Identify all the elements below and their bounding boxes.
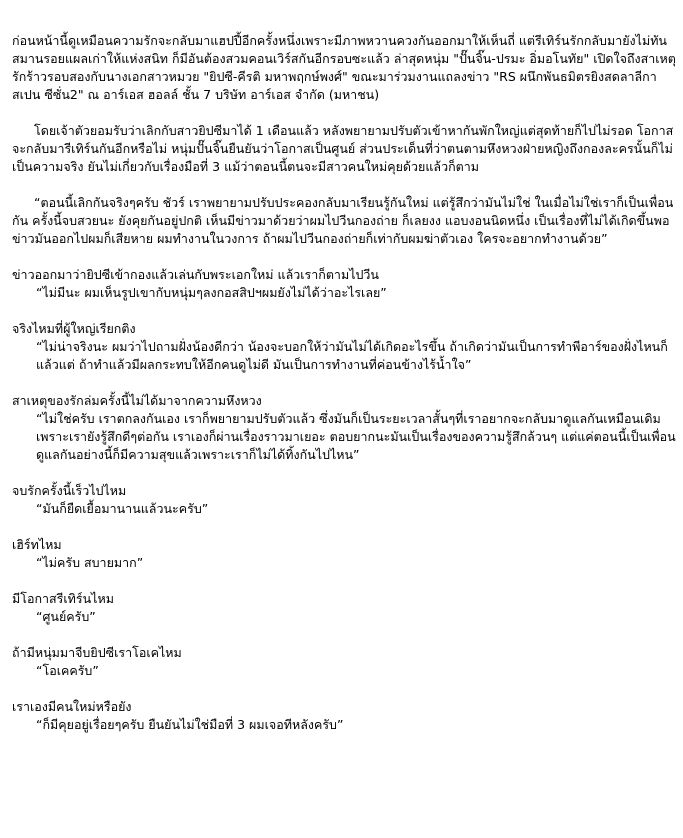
qa-item [12,698,676,734]
qa-item [12,536,676,572]
qa-question: สาเหตุของรักล่มครั้งนี้ไม่ได้มาจากความหึงหวง [12,393,262,408]
qa-item [12,320,676,374]
qa-item [12,590,676,626]
qa-question: เราเองมีคนใหม่หรือยัง [12,699,132,714]
qa-item [12,644,676,680]
qa-answer: “ไม่มีนะ ผมเห็นรูปเขากับหนุ่มๆลงกอสสิปฯผมยังไม่ได้ว่าอะไรเลย” [36,285,387,300]
quote-paragraph: “ตอนนี้เลิกกันจริงๆครับ ชัวร์ เราพยายามปรับประคองกลับมาเรียนรู้กันใหม่ แต่รู้สึกว่ามันไม่ใช่ ในเมื่อไม่ใช่เราก็เป็นเพื่อนกัน ครั้งนี้จบสวยนะ ยังคุยกันอยู่ปกติ เห็นมีข่าวมาด้วยว่าผมไปวีนกองถ่าย ก็เลยงง แอบงอนนิดหนึ่ง เป็นเรื่องที่ไม่ได้เกิดขึ้นพอข่าวมันออกไปผมก็เสียหาย ผมทำงานในวงการ ถ้าผมไปวีนกองถ่ายก็เท่ากับผมฆ่าตัวเอง ใครจะอยากทำงานด้วย” [12,195,674,246]
qa-question: มีโอกาสรีเทิร์นไหม [12,591,114,606]
qa-item [12,392,676,464]
article-body [12,32,676,752]
intro-paragraph: ก่อนหน้านี้ดูเหมือนความรักจะกลับมาแฮปปี้อีกครั้งหนึ่งเพราะมีภาพหวานควงกันออกมาให้เห็นถี่ แต่รีเทิร์นรักกลับมายังไม่ทันสมานรอยแผลเก่าให้แห่งสนิท ก็มีอันต้องสวมคอนเวิร์สกันอีกรอบซะแล้ว ล่าสุดหนุ่ม "ปั๊นจิ๊น-ปรมะ อิ่มอโนทัย" เปิดใจถึงสาเหตุรักร้าวรอบสองกับนางเอกสาวหมวย "ยิปซี-คีรติ มหาพฤกษ์พงศ์" ขณะมาร่วมงานแถลงข่าว "RS ผนึกพันธมิตรยิงสดลาลีกาสเปน ซีซั่น2" ณ อาร์เอส ฮอลล์ ชั้น 7 บริษัท อาร์เอส จำกัด (มหาชน) [12,33,676,102]
qa-question: ถ้ามีหนุ่มมาจีบยิปซีเราโอเคไหม [12,645,182,660]
qa-question: เฮิร์ทไหม [12,537,62,552]
qa-question: ข่าวออกมาว่ายิปซีเข้ากองแล้วเล่นกับพระเอกใหม่ แล้วเราก็ตามไปวีน [12,267,379,282]
qa-answer: “ก็มีคุยอยู่เรื่อยๆครับ ยืนยันไม่ใช่มือที่ 3 ผมเจอทีหลังครับ” [36,717,344,732]
qa-item [12,482,676,518]
body-paragraph: โดยเจ้าตัวยอมรับว่าเลิกกับสาวยิปซีมาได้ 1 เดือนแล้ว หลังพยายามปรับตัวเข้าหากันพักใหญ่แต่สุดท้ายก็ไปไม่รอด โอกาสจะกลับมารีเทิร์นกันอีกหรือไม่ หนุ่มปั๊นจิ๊นยืนยันว่าโอกาสเป็นศูนย์ ส่วนประเด็นที่ว่าตนตามหึงหวงฝ่ายหญิงถึงกองละครนั้นก็ไม่เป็นความจริง ยันไม่เกี่ยวกับเรื่องมือที่ 3 แม้ว่าตอนนี้ตนจะมีสาวคนใหม่คุยด้วยแล้วก็ตาม [12,123,674,174]
qa-question: จบรักครั้งนี้เร็วไปไหม [12,483,127,498]
qa-answer: “ไม่น่าจริงนะ ผมว่าไปถามฝั่งน้องดีกว่า น้องจะบอกให้ว่ามันไม่ได้เกิดอะไรขึ้น ถ้าเกิดว่ามันเป็นการทำพีอาร์ของฝั่งไหนก็แล้วแต่ ถ้าทำแล้วมีผลกระทบให้อีกคนดูไม่ดี มันเป็นการทำงานที่ค่อนข้างไร้น้ำใจ” [36,339,668,372]
qa-answer: “โอเคครับ” [36,663,99,678]
qa-item [12,266,676,302]
qa-answer: “มันก็ยืดเยื้อมานานแล้วนะครับ” [36,501,209,516]
qa-answer: “ศูนย์ครับ” [36,609,96,624]
qa-question: จริงไหมที่ผู้ใหญ่เรียกติง [12,321,136,336]
qa-answer: “ไม่ครับ สบายมาก” [36,555,144,570]
qa-answer: “ไม่ใช่ครับ เราตกลงกันเอง เราก็พยายามปรับตัวแล้ว ซึ่งมันก็เป็นระยะเวลาสั้นๆที่เราอยากจะกลับมาดูแลกันเหมือนเดิมเพราะเรายังรู้สึกดีๆต่อกัน เราเองก็ผ่านเรื่องราวมาเยอะ ตอบยากนะมันเป็นเรื่องของความรู้สึกล้วนๆ แต่แค่ตอนนี้เป็นเพื่อน ดูแลกันอย่างนี้ก็มีความสุขแล้วเพราะเราก็ไม่ได้ทิ้งกันไปไหน” [36,411,676,462]
